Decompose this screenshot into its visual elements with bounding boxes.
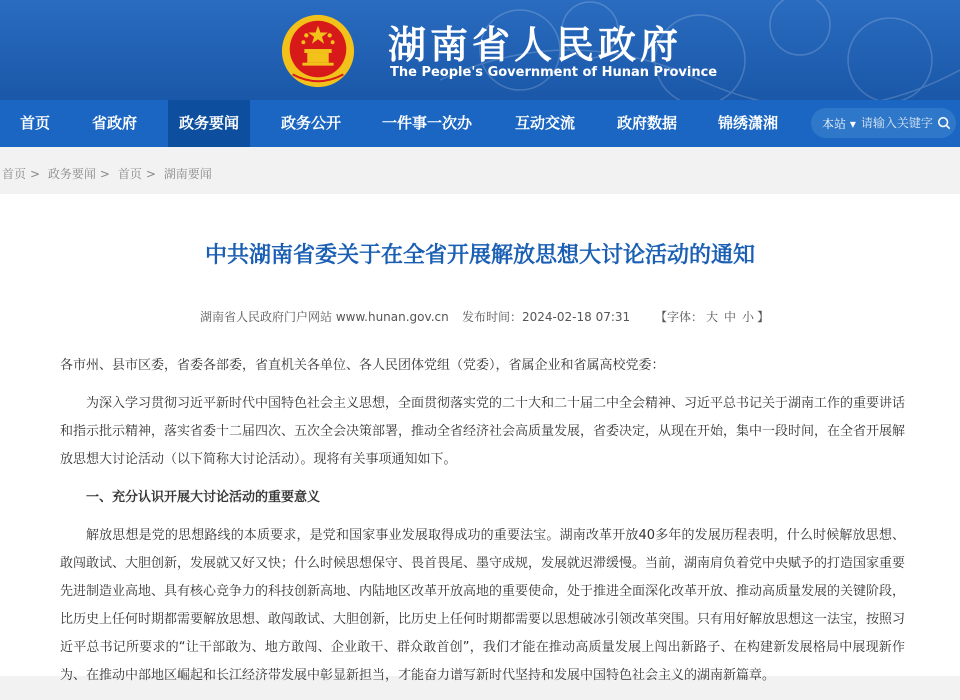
nav-item-scenic-hunan[interactable]: 锦绣潇湘	[718, 114, 779, 132]
search-box	[811, 108, 956, 138]
font-size-selector: 【字体： 大 中 小 】	[655, 310, 770, 324]
site-title: 湖南省人民政府	[388, 23, 683, 67]
article-body	[60, 352, 905, 700]
breadcrumb-government-news[interactable]: 政务要闻	[47, 167, 96, 181]
search-icon[interactable]	[937, 116, 951, 130]
nav-item-home[interactable]: 首页	[20, 114, 51, 132]
article-paragraph: 为深入学习贯彻习近平新时代中国特色社会主义思想，全面贯彻落实党的二十大和二十届二中全会精神、习近平总书记关于湖南工作的重要讲话和指示批示精神，落实省委十二届四次、五次全会决策部署，推动全省经济社会高质量发展，省委决定，从现在开始，集中一段时间，在全省开展解放思想大讨论活动（以下简称大讨论活动）。现将有关事项通知如下。	[60, 396, 906, 467]
nav-item-government-disclosure[interactable]: 政务公开	[281, 114, 342, 132]
search-input[interactable]	[861, 116, 933, 130]
nav-item-one-stop-service[interactable]: 一件事一次办	[382, 114, 473, 132]
nav-item-interaction[interactable]: 互动交流	[515, 114, 576, 132]
site-header	[0, 0, 960, 100]
article-source: 湖南省人民政府门户网站 www.hunan.gov.cn	[200, 310, 449, 324]
article-section-heading: 一、充分认识开展大讨论活动的重要意义	[86, 490, 321, 505]
article-paragraph: 解放思想是党的思想路线的本质要求，是党和国家事业发展取得成功的重要法宝。湖南改革开放40多年的发展历程表明，什么时候解放思想、敢闯敢试、大胆创新，发展就又好又快；什么时候思想保守、畏首畏尾、墨守成规，发展就迟滞缓慢。当前，湖南肩负着党中央赋予的打造国家重要先进制造业高地、具有核心竞争力的科技创新高地、内陆地区改革开放高地的重要使命，处于推进全面深化改革开放、推动高质量发展的关键阶段，比历史上任何时期都需要解放思想、敢闯敢试、大胆创新，比历史上任何时期都需要以思想破冰引领改革突围。只有用好解放思想这一法宝，按照习近平总书记所要求的“让干部敢为、地方敢闯、企业敢干、群众敢首创”，我们才能在推动高质量发展上闯出新路子、在构建新发展格局中展现新作为、在推动中部地区崛起和长江经济带发展中彰显新担当，才能奋力谱写新时代坚持和发展中国特色社会主义的湖南新篇章。	[60, 528, 906, 683]
breadcrumb-home-2[interactable]: 首页	[117, 167, 142, 181]
font-size-small[interactable]: 小	[742, 310, 755, 324]
font-size-large[interactable]: 大	[706, 310, 719, 324]
article-time: 发布时间：2024-02-18 07:31	[462, 310, 631, 324]
site-subtitle: The People's Government of Hunan Province	[390, 65, 718, 80]
nav-item-government-data[interactable]: 政府数据	[617, 114, 678, 132]
breadcrumb: 首页 > 政务要闻 > 首页 > 湖南要闻	[2, 167, 212, 181]
article-container	[0, 194, 960, 683]
font-size-medium[interactable]: 中	[724, 310, 737, 324]
article-salutation: 各市州、县市区委，省委各部委，省直机关各单位、各人民团体党组（党委），省属企业和省属高校党委：	[60, 358, 665, 373]
national-emblem-icon	[279, 12, 357, 90]
caret-down-icon: ▾	[849, 116, 856, 131]
search-scope-select[interactable]: 本站 ▾	[822, 116, 856, 131]
breadcrumb-home[interactable]: 首页	[2, 167, 27, 181]
nav-item-provincial-government[interactable]: 省政府	[92, 114, 138, 132]
nav-item-government-news[interactable]: 政务要闻	[168, 100, 250, 147]
article-title: 中共湖南省委关于在全省开展解放思想大讨论活动的通知	[204, 243, 755, 268]
breadcrumb-hunan-news[interactable]: 湖南要闻	[163, 167, 212, 181]
